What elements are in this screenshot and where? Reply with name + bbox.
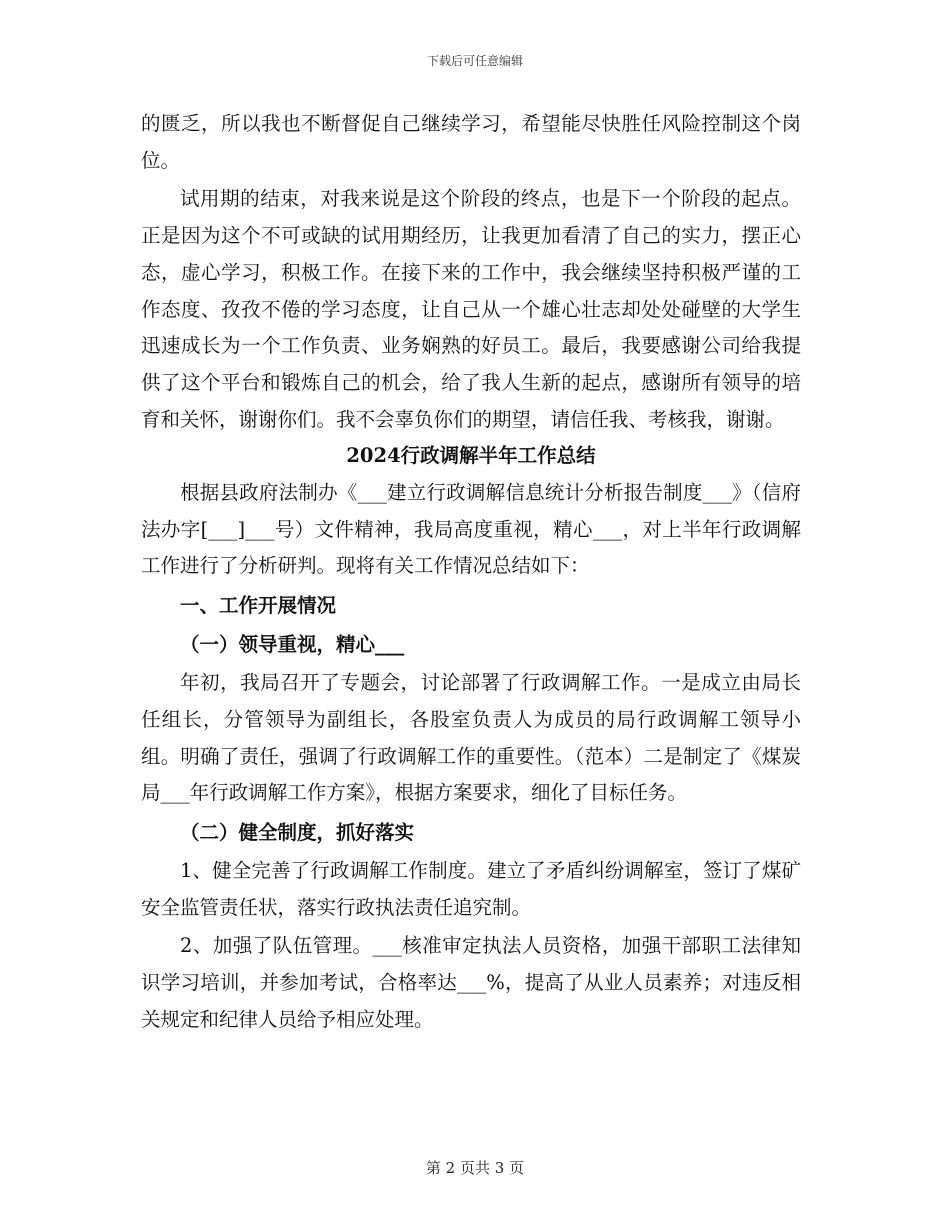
paragraph-5: 1、健全完善了行政调解工作制度。建立了矛盾纠纷调解室，签订了煤矿安全监管责任状，落实行政执法责任追究制。 (141, 858, 801, 919)
paragraph-6: 2、加强了队伍管理。___核准审定执法人员资格，加强干部职工法律知识学习培训，并参加考试，合格率达___%，提高了从业人员素养；对违反相关规定和纪律人员给予相应处理。 (141, 934, 801, 1031)
paragraph-3: 根据县政府法制办《___建立行政调解信息统计分析报告制度___》（信府法办字[___]___号）文件精神，我局高度重视，精心___，对上半年行政调解工作进行了分析研判。现将有关工作情况总结如下： (141, 481, 801, 578)
document-title: 2024行政调解半年工作总结 (346, 444, 596, 468)
paragraph-1: 的匮乏，所以我也不断督促自己继续学习，希望能尽快胜任风险控制这个岗位。 (141, 112, 801, 172)
paragraph-4: 年初，我局召开了专题会，讨论部署了行政调解工作。一是成立由局长任组长，分管领导为副组长，各股室负责人为成员的局行政调解工领导小组。明确了责任，强调了行政调解工作的重要性。（范本）二是制定了《煤炭局___年行政调解工作方案》，根据方案要求，细化了目标任务。 (141, 671, 801, 805)
subsection-heading-1: （一）领导重视，精心___ (180, 633, 405, 657)
paragraph-2: 试用期的结束，对我来说是这个阶段的终点，也是下一个阶段的起点。正是因为这个不可或缺的试用期经历，让我更加看清了自己的实力，摆正心态，虚心学习，积极工作。在接下来的工作中，我会继续坚持积极严谨的工作态度、孜孜不倦的学习态度，让自己从一个雄心壮志却处处碰壁的大学生迅速成长为一个工作负责、业务娴熟的好员工。最后，我要感谢公司给我提供了这个平台和锻炼自己的机会，给了我人生新的起点，感谢所有领导的培育和关怀，谢谢你们。我不会辜负你们的期望，请信任我、考核我，谢谢。 (141, 187, 801, 431)
section-heading-1: 一、工作开展情况 (180, 594, 337, 618)
page-footer: 第 2 页共 3 页 (425, 1159, 525, 1177)
document-body (141, 106, 801, 1038)
subsection-heading-2: （二）健全制度，抓好落实 (180, 820, 415, 844)
page-header: 下载后可任意编辑 (426, 54, 523, 68)
